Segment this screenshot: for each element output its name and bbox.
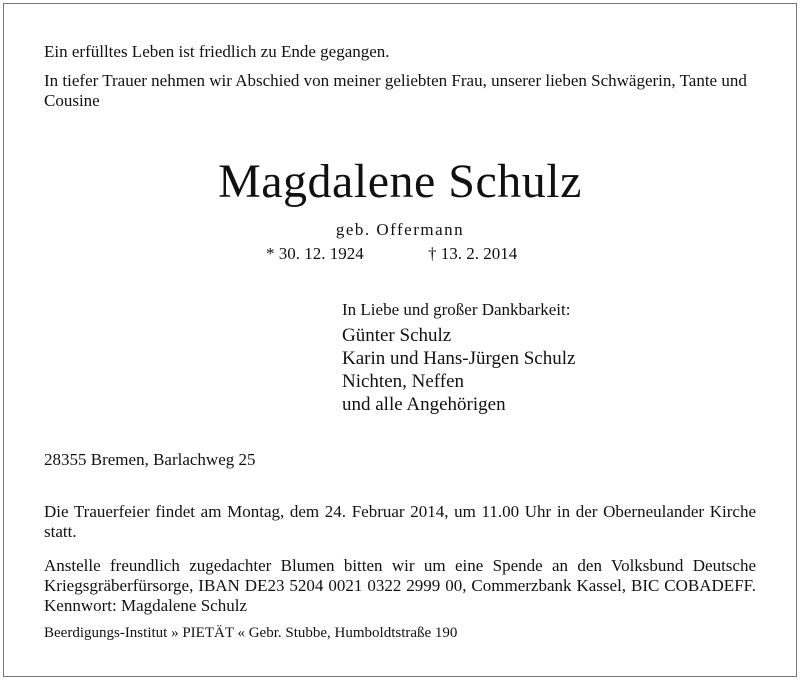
intro-sentence: In tiefer Trauer nehmen wir Abschied von meiner geliebten Frau, unserer lieben Schwägerin, Tante und Cousine — [44, 71, 747, 110]
deceased-name: Magdalene Schulz — [218, 155, 582, 208]
maiden-name: geb. Offermann — [335, 220, 465, 239]
funeral-notice: Die Trauerfeier findet am Montag, dem 24. Februar 2014, um 11.00 Uhr in der Oberneulander Kirche statt. — [44, 502, 756, 541]
mourner-name: und alle Angehörigen — [342, 394, 506, 415]
mourner-name: Karin und Hans-Jürgen Schulz — [342, 348, 576, 369]
mourners-heading: In Liebe und großer Dankbarkeit: — [342, 300, 571, 319]
mourner-name: Günter Schulz — [342, 325, 452, 346]
intro-line: Ein erfülltes Leben ist friedlich zu Ende gegangen. — [44, 42, 390, 61]
death-date: † 13. 2. 2014 — [428, 244, 518, 263]
birth-date: * 30. 12. 1924 — [266, 244, 364, 263]
mourner-name: Nichten, Neffen — [342, 371, 465, 392]
donation-notice: Anstelle freundlich zugedachter Blumen bitten wir um eine Spende an den Volksbund Deutsche Kriegsgräberfürsorge, IBAN DE23 5204 0021 0322 2999 00, Commerzbank Kassel, BIC COBADEFF. Kennwort: Magdalene Schulz — [44, 556, 756, 615]
family-address: 28355 Bremen, Barlachweg 25 — [44, 450, 256, 469]
undertaker-info: Beerdigungs-Institut » PIETÄT « Gebr. Stubbe, Humboldtstraße 190 — [44, 625, 458, 641]
